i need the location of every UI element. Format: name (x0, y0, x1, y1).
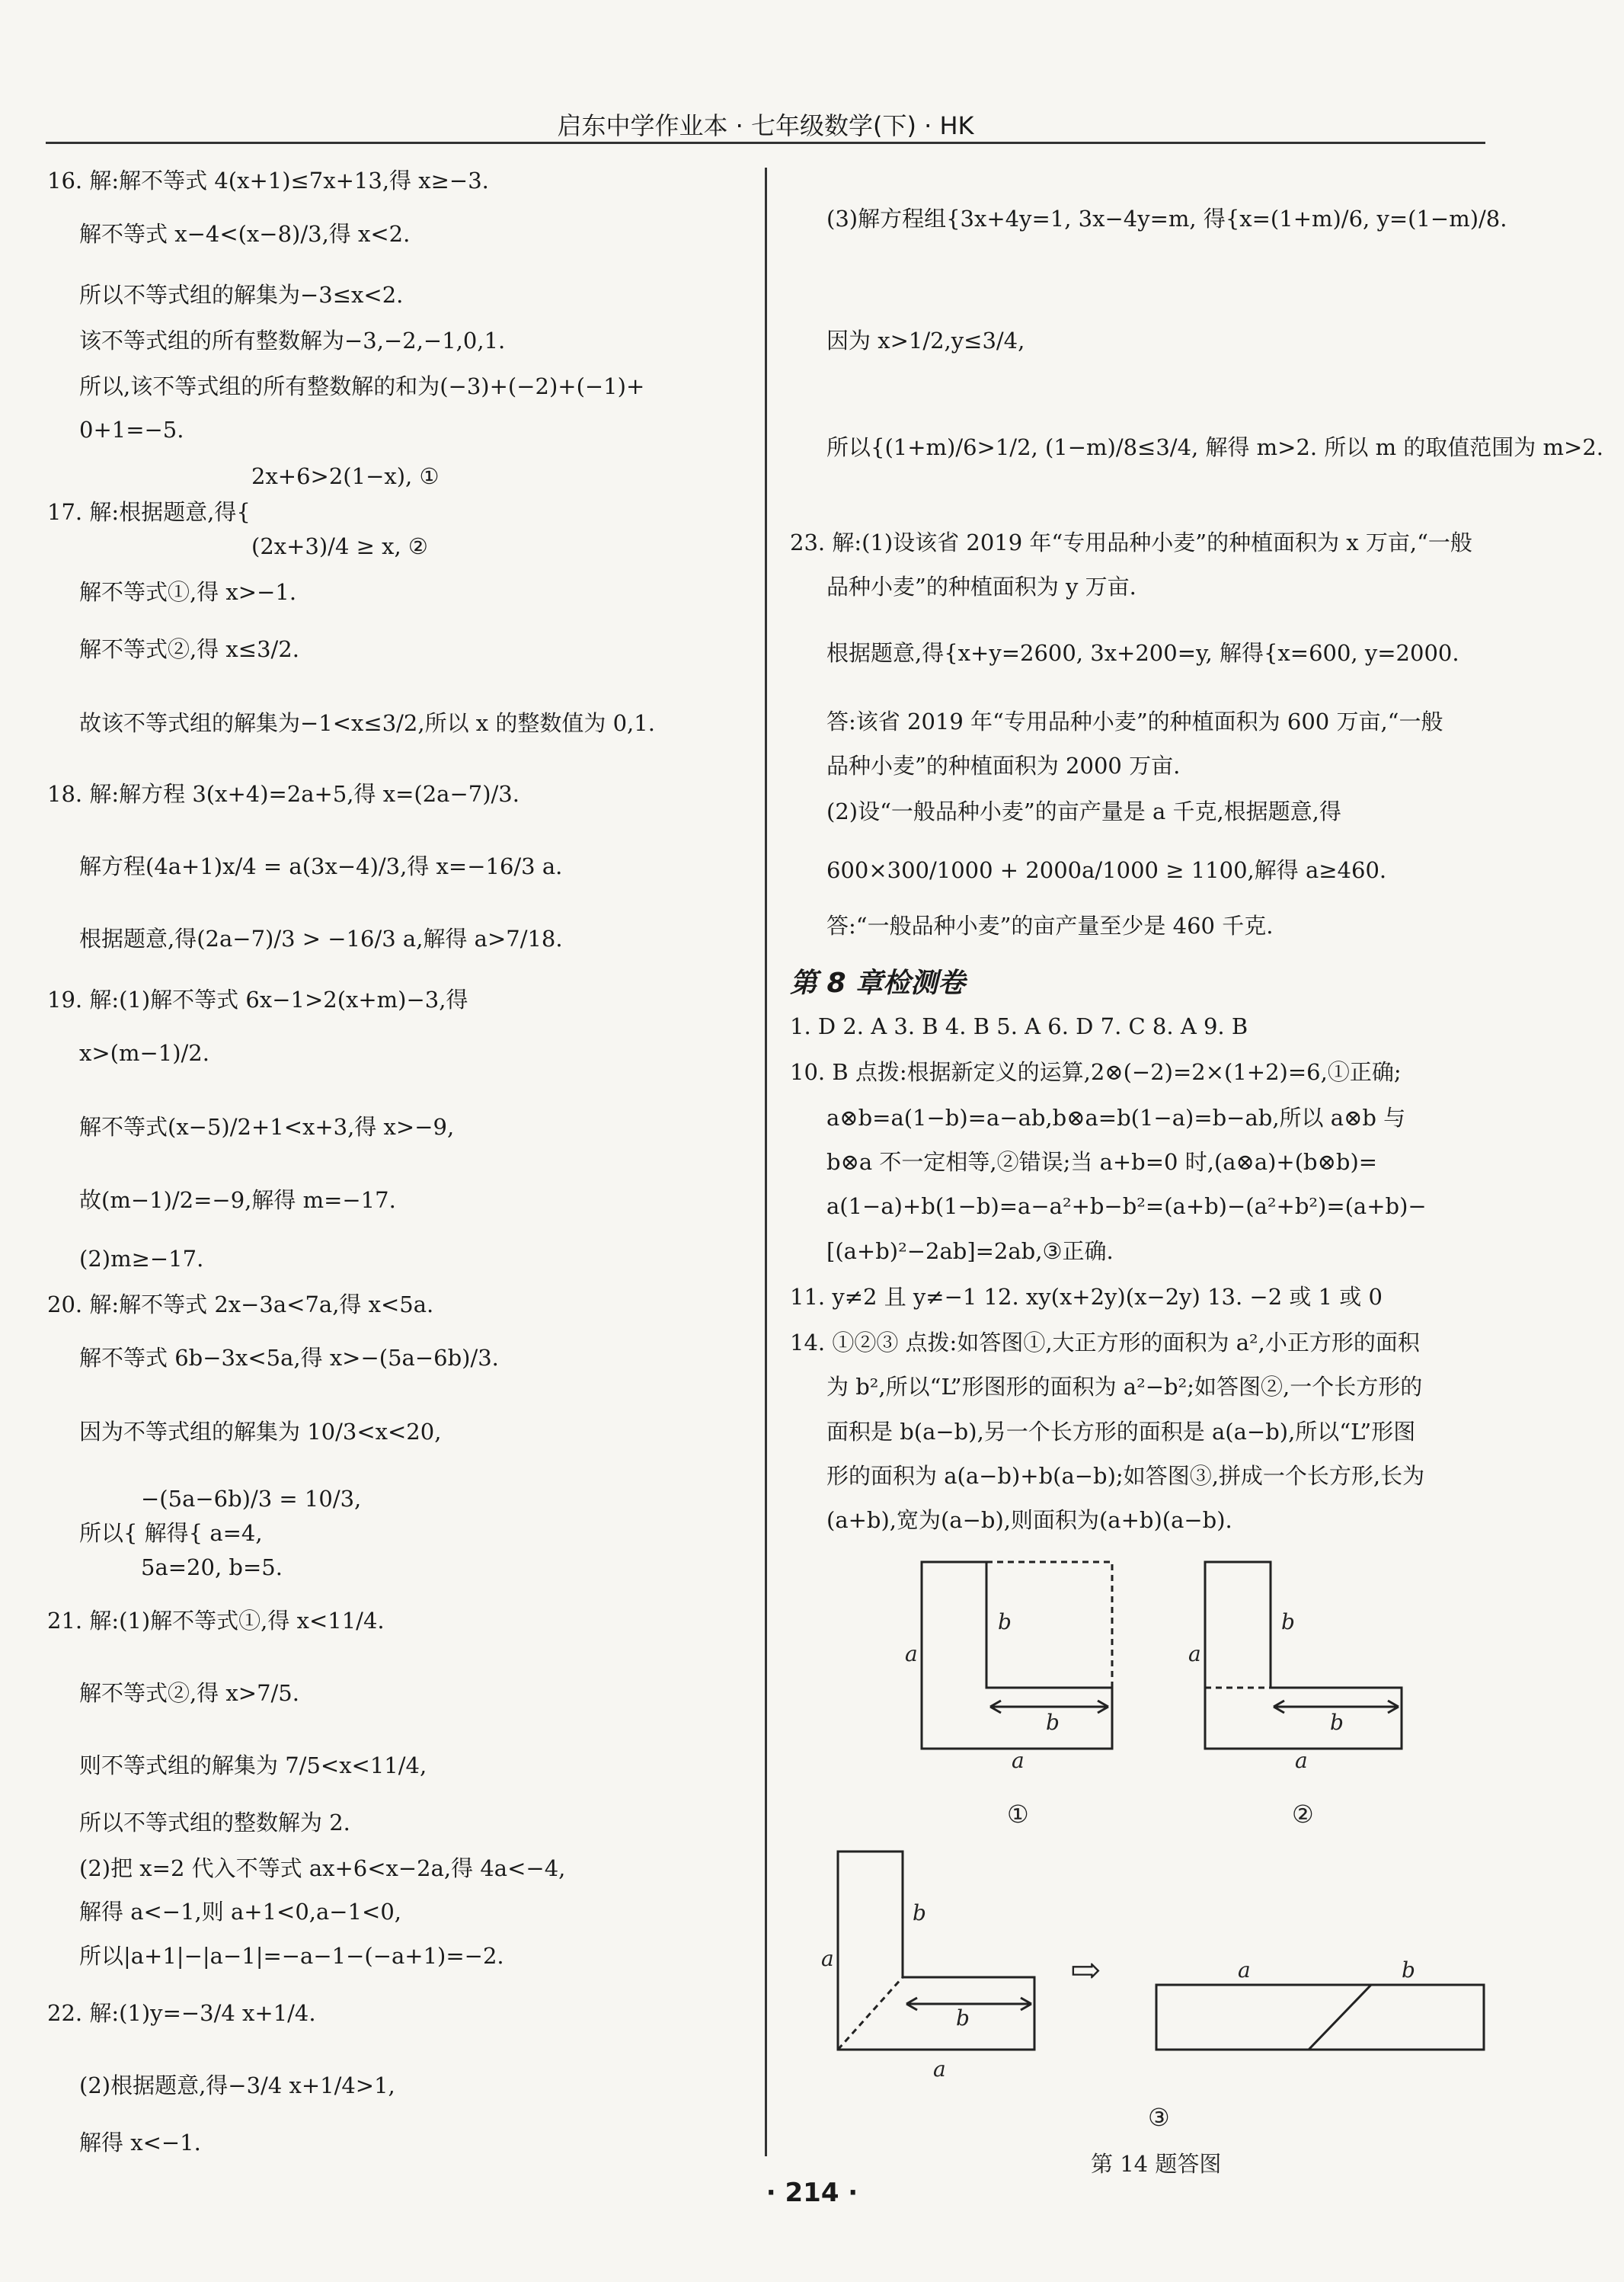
figure-2 (1205, 1562, 1402, 1749)
text-line: 14. ①②③ 点拨:如答图①,大正方形的面积为 a²,小正方形的面积 (790, 1330, 1420, 1355)
text-line: 所以不等式组的解集为−3≤x<2. (79, 282, 404, 308)
fig2-label-b2: b (1330, 1710, 1344, 1735)
fig1-label-a2: a (1012, 1748, 1025, 1773)
text-line: 10. B 点拨:根据新定义的运算,2⊗(−2)=2×(1+2)=6,①正确; (790, 1059, 1402, 1085)
text-line: 则不等式组的解集为 7/5<x<11/4, (79, 1752, 427, 1778)
header-title: 启东中学作业本 · 七年级数学(下) · HK (557, 111, 974, 140)
text-line: 1. D 2. A 3. B 4. B 5. A 6. D 7. C 8. A 9. B (790, 1013, 1248, 1039)
text-line: 答:该省 2019 年“专用品种小麦”的种植面积为 600 万亩,“一般 (826, 709, 1443, 735)
text-line: 21. 解:(1)解不等式①,得 x<11/4. (47, 1608, 385, 1634)
text-line: 23. 解:(1)设该省 2019 年“专用品种小麦”的种植面积为 x 万亩,“一般 (790, 530, 1472, 555)
fig3-right-label-b: b (1402, 1957, 1415, 1983)
text-line: 该不等式组的所有整数解为−3,−2,−1,0,1. (79, 328, 506, 354)
text-line: −(5a−6b)/3 = 10/3, (141, 1486, 362, 1512)
fig2-label-a2: a (1295, 1748, 1308, 1773)
text-line: 形的面积为 a(a−b)+b(a−b);如答图③,拼成一个长方形,长为 (826, 1463, 1425, 1489)
text-line: 22. 解:(1)y=−3/4 x+1/4. (47, 2000, 316, 2026)
text-line: b⊗a 不一定相等,②错误;当 a+b=0 时,(a⊗a)+(b⊗b)= (826, 1149, 1378, 1175)
text-line: 品种小麦”的种植面积为 2000 万亩. (826, 753, 1181, 779)
fig1-label-a: a (905, 1641, 918, 1666)
fig1-label-b: b (998, 1609, 1012, 1634)
text-line: (a+b),宽为(a−b),则面积为(a+b)(a−b). (826, 1507, 1232, 1533)
text-line: (2)根据题意,得−3/4 x+1/4>1, (79, 2072, 395, 2098)
text-line: 所以,该不等式组的所有整数解的和为(−3)+(−2)+(−1)+ (79, 373, 645, 399)
text-line: 根据题意,得{x+y=2600, 3x+200=y, 解得{x=600, y=2000. (826, 640, 1459, 666)
text-line: 为 b²,所以“L”形图形的面积为 a²−b²;如答图②,一个长方形的 (826, 1374, 1423, 1400)
column-divider (765, 168, 767, 2156)
fig3-label-a: a (821, 1946, 834, 1971)
text-line: 0+1=−5. (79, 417, 184, 443)
fig3-right-label-a: a (1238, 1957, 1251, 1983)
text-line: 解得 x<−1. (79, 2130, 201, 2156)
text-line: a⊗b=a(1−b)=a−ab,b⊗a=b(1−a)=b−ab,所以 a⊗b 与 (826, 1105, 1406, 1131)
text-line: 根据题意,得(2a−7)/3 > −16/3 a,解得 a>7/18. (79, 926, 563, 952)
figure-caption: 第 14 题答图 (1091, 2151, 1222, 2177)
text-line: 解不等式①,得 x>−1. (79, 579, 297, 605)
text-line: a(1−a)+b(1−b)=a−a²+b−b²=(a+b)−(a²+b²)=(a+b)− (826, 1193, 1427, 1219)
text-line: [(a+b)²−2ab]=2ab,③正确. (826, 1238, 1114, 1264)
page-header (46, 107, 1485, 144)
text-line: 解不等式 x−4<(x−8)/3,得 x<2. (79, 221, 411, 247)
text-line: x>(m−1)/2. (79, 1040, 209, 1066)
text-line: 19. 解:(1)解不等式 6x−1>2(x+m)−3,得 (47, 987, 468, 1013)
text-line: 5a=20, b=5. (141, 1554, 283, 1580)
fig3-label-b: b (913, 1900, 926, 1925)
text-line: 600×300/1000 + 2000a/1000 ≥ 1100,解得 a≥460. (826, 857, 1387, 883)
text-line: (2)m≥−17. (79, 1246, 204, 1272)
text-line: 所以{(1+m)/6>1/2, (1−m)/8≤3/4, 解得 m>2. 所以 m 的取值范围为 m>2. (826, 434, 1603, 460)
text-line: 18. 解:解方程 3(x+4)=2a+5,得 x=(2a−7)/3. (47, 781, 519, 807)
arrow-icon: ⇨ (1070, 1949, 1101, 1992)
text-line: 17. 解:根据题意,得{ (47, 499, 251, 525)
fig3-label-b2: b (956, 2005, 970, 2031)
fig2-number: ② (1292, 1800, 1314, 1829)
page-number: · 214 · (766, 2178, 858, 2208)
text-line: 故(m−1)/2=−9,解得 m=−17. (79, 1187, 396, 1213)
text-line: 解得 a<−1,则 a+1<0,a−1<0, (79, 1899, 402, 1925)
text-line: 2x+6>2(1−x), ① (251, 463, 440, 489)
text-line: 答:“一般品种小麦”的亩产量至少是 460 千克. (826, 913, 1274, 939)
figure-1 (922, 1562, 1112, 1749)
text-line: (2x+3)/4 ≥ x, ② (251, 533, 428, 559)
text-line: 11. y≠2 且 y≠−1 12. xy(x+2y)(x−2y) 13. −2 或 1 或 0 (790, 1284, 1383, 1310)
text-line: (3)解方程组{3x+4y=1, 3x−4y=m, 得{x=(1+m)/6, y=(1−m)/8. (826, 206, 1507, 232)
text-line: 所以不等式组的整数解为 2. (79, 1810, 350, 1836)
text-line: 故该不等式组的解集为−1<x≤3/2,所以 x 的整数值为 0,1. (79, 710, 655, 736)
fig2-label-a: a (1188, 1641, 1201, 1666)
text-line: 品种小麦”的种植面积为 y 万亩. (826, 574, 1136, 600)
section-title: 第 8 章检测卷 (790, 968, 966, 999)
answer-figure-14 (807, 1539, 1493, 2194)
figure-3 (838, 1852, 1484, 2050)
text-line: 所以|a+1|−|a−1|=−a−1−(−a+1)=−2. (79, 1943, 504, 1969)
fig1-number: ① (1007, 1800, 1029, 1829)
text-line: (2)把 x=2 代入不等式 ax+6<x−2a,得 4a<−4, (79, 1855, 566, 1881)
text-line: 20. 解:解不等式 2x−3a<7a,得 x<5a. (47, 1291, 434, 1317)
text-line: 所以{ 解得{ a=4, (79, 1520, 263, 1546)
fig3-label-a2: a (933, 2056, 946, 2082)
fig2-label-b: b (1281, 1609, 1295, 1634)
text-line: 解不等式 6b−3x<5a,得 x>−(5a−6b)/3. (79, 1345, 499, 1371)
text-line: 面积是 b(a−b),另一个长方形的面积是 a(a−b),所以“L”形图 (826, 1419, 1416, 1445)
text-line: 解不等式②,得 x≤3/2. (79, 636, 299, 662)
fig3-number: ③ (1148, 2103, 1170, 2132)
text-line: 解方程(4a+1)x/4 = a(3x−4)/3,得 x=−16/3 a. (79, 853, 563, 879)
text-line: 16. 解:解不等式 4(x+1)≤7x+13,得 x≥−3. (47, 168, 489, 194)
text-line: 解不等式②,得 x>7/5. (79, 1680, 299, 1706)
text-line: (2)设“一般品种小麦”的亩产量是 a 千克,根据题意,得 (826, 799, 1341, 824)
text-line: 解不等式(x−5)/2+1<x+3,得 x>−9, (79, 1114, 455, 1140)
fig1-label-b2: b (1046, 1710, 1060, 1735)
text-line: 因为 x>1/2,y≤3/4, (826, 328, 1025, 354)
text-line: 因为不等式组的解集为 10/3<x<20, (79, 1419, 442, 1445)
